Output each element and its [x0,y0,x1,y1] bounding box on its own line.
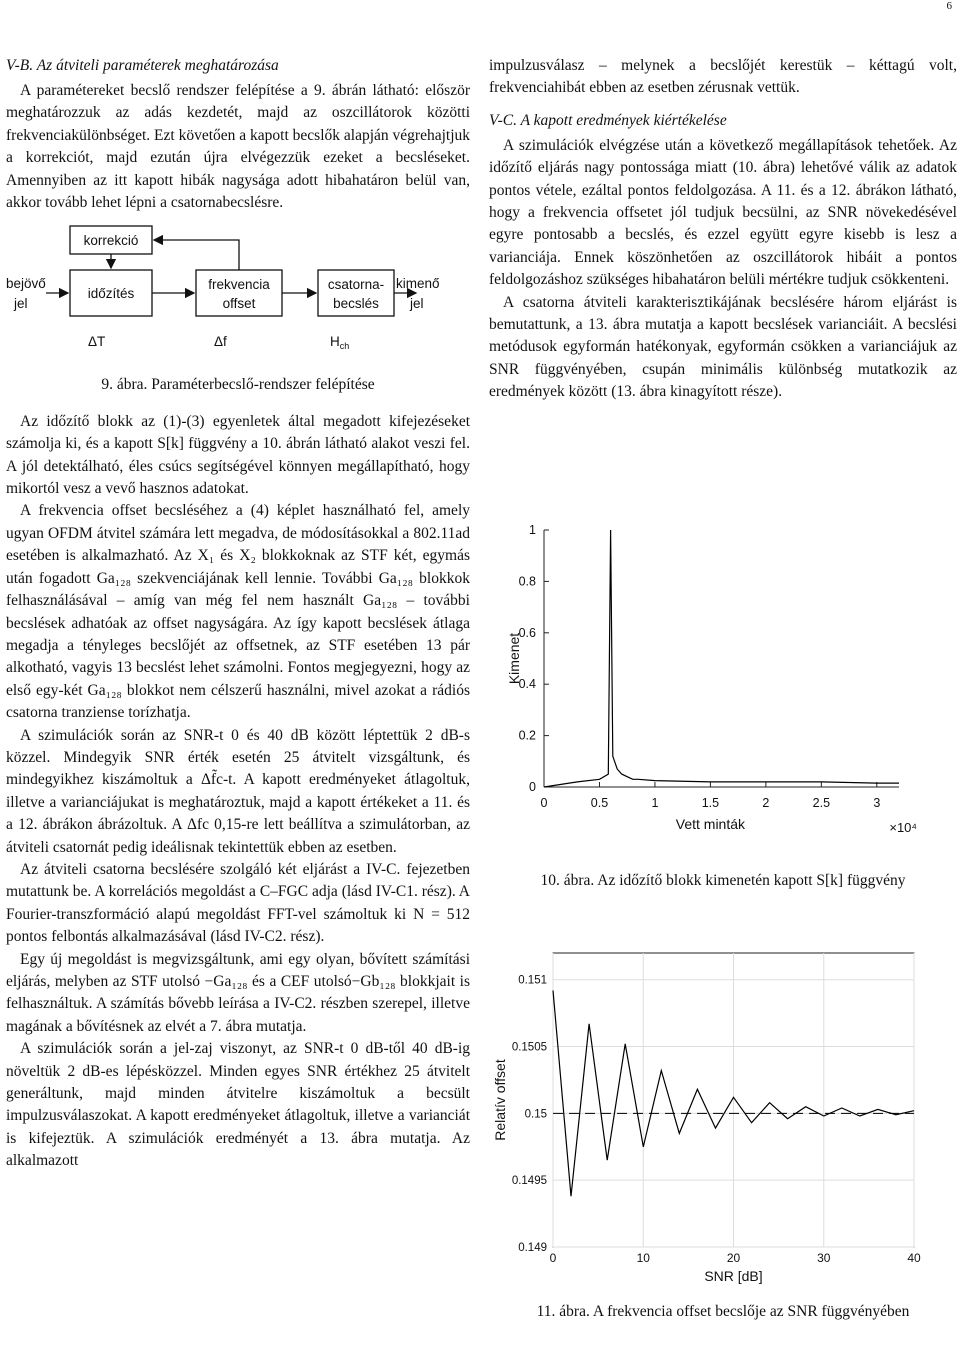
frekvencia-label-1: frekvencia [208,277,270,293]
paragraph: A frekvencia offset becsléséhez a (4) képlet használható fel, amely ugyan OFDM átvitel számára lett megadva, de módosításokkal a 802.11ad esetében is alkalmazható. Az X₁ és X₂ blokkoknak az STF két, egymás után fogadott Ga₁₂₈ szekvenciájának kell lennie. További Ga₁₂₈ blokkok felhasználásával – amíg van még fel nem használt Ga₁₂₈ – további becslések adhatóak az offset nagyságára. Az így kapott becslések átlaga megadja a tényleges becslőjét az offsetnek, az STF esetében 13 pár alkotható, vagyis 13 becslést lehet számolni. Fontos megjegyezni, hogy az első egy-két Ga₁₂₈ blokkot nem célszerű használni, mivel azokat a rádiós csatorna tranziense torízhatja. [6,502,470,722]
y-tick-label: 0.151 [518,974,547,987]
section-heading-vb: V-B. Az átviteli paraméterek meghatározása [6,57,279,74]
y-tick-label: 0.6 [518,625,536,640]
paragraph: A paramétereket becslő rendszer felépítése a 9. ábrán látható: először meghatározzuk az adás kezdetét, majd az oszcillátorok közötti frekvenciakülönbséget. Ezt követően a kapott becslők alapján végrehajtjuk a korrekciót, majd ezután újra elvégezzük ezeket a becsléseket. Amennyiben az itt kapott hibák nagysága adott hibahatáron belül van, akkor tovább lehet lépni a csatornabecslésre. [6,82,470,212]
series-line [544,530,899,787]
fig9-caption: 9. ábra. Paraméterbecslő-rendszer felépítése [101,376,375,394]
y-tick-label: 0 [529,780,536,794]
kimeno-label-2: jel [410,296,424,312]
paragraph: Egy új megoldást is megvizsgáltunk, ami egy olyan, bővített számítási eljárás, melyben az STF utolsó −Ga₁₂₈ és a CEF utolsó−Gb₁₂₈ blokkjait is felhasználtuk. A számítás bővebb leírása a IV-C2. részben szerepel, illetve magának a bővítésnek az elvét a 7. ábra mutatja. [6,950,470,1035]
x-tick-label: 0.5 [590,796,609,810]
x-axis-label: Vett minták [675,816,746,832]
fig10-chart [489,515,957,845]
bejovo-label-2: jel [14,296,28,312]
section-heading-vc: V-C. A kapott eredmények kiértékelése [489,111,727,129]
page-number: 6 [946,0,952,12]
x-tick-label: 2.5 [812,796,831,810]
y-axis-label: Kimenet [506,632,522,685]
x-tick-label: 40 [907,1251,921,1265]
block-diagram [6,222,470,370]
paragraph: A szimulációk során az SNR-t 0 és 40 dB között léptettük 2 dB-s közzel. Mindegyik SNR érték esetén 25 átvitelt vizsgáltunk, és mindegyikhez kiszámoltuk a Δf̃c-t. A kapott eredményeket átlagoltuk, illetve a varianciájukat is meghatároztuk, majd a kapott értékeket a 11. és a 12. ábrákon ábrázoltuk. A Δfc 0,15-re lett beállítva a szimulátorban, az átviteli csatornát pedig ideálisnak tekintettük ebben az esetben. [6,726,470,856]
y-tick-label: 0.4 [518,677,536,692]
fig11-caption: 11. ábra. A frekvencia offset becslője az SNR függvényében [536,1303,910,1320]
delta-f-label: Δf [214,334,227,350]
right-column [489,55,957,404]
left-column [6,55,470,1173]
x-tick-label: 0 [549,1251,557,1265]
x-tick-label: 30 [817,1251,831,1265]
paragraph: Az átviteli csatorna becslésére szolgáló két eljárást a IV-C. fejezetben mutattunk be. A korrelációs megoldást a C–FGC adja (lásd IV-C1. rész). A Fourier-transzformáció alapú megoldást FFT-vel számoltuk ki N = 512 pontos felbontás alkalmazásával (lásd IV-C2. rész). [6,860,470,946]
x-tick-label: 3 [873,796,881,810]
delta-t-label: ΔT [88,334,106,350]
csatorna-label-2: becslés [333,296,379,312]
x-multiplier: ×10⁴ [889,820,917,835]
fig11-chart [489,945,957,1290]
csatorna-label-1: csatorna- [327,277,385,293]
paragraph: impulzusválasz – melynek a becslőjét kerestük – kéttagú volt, frekvenciahibát ebben az esetben zérusnak vettük. [489,57,957,97]
paragraph: A szimulációk elvégzése után a következő megállapítások tehetőek. Az időzítő eljárás nagy pontossága miatt (10. ábra) lehetővé válik az adatok pontos vétele, ezáltal pontos feldolgozása. A 11. és a 12. ábrákon látható, hogy a frekvencia offsetet jól tudjuk becsülni, az SNR növekedésével egyre pontosabb a becslés, és ezzel együtt egyre kisebb is lesz a varianciája. Ennek köszönhetően az oszcillátorok hibáit a pontos feldolgozáshoz szükséges hibahatáron belüli mértékre tudjuk csökkenteni. [489,136,957,289]
y-tick-label: 1 [529,523,536,537]
fig10-caption: 10. ábra. Az időzítő blokk kimenetén kapott S[k] függvény [540,872,906,889]
x-tick-label: 10 [636,1251,650,1265]
x-tick-label: 20 [726,1251,741,1265]
y-tick-label: 0.1495 [511,1175,547,1188]
y-tick-label: 0.8 [518,574,536,589]
x-axis-label: SNR [dB] [704,1268,763,1284]
idozites-label: időzítés [87,286,135,302]
paragraph: Az időzítő blokk az (1)-(3) egyenletek által megadott kifejezéseket számolja ki, és a kapott S[k] függvény a 10. ábrán látható alakot veszi fel. A jól detektálható, éles csúcs segítségével könnyen megállapítható, hogy mikortól vesz a vevő hasznos adatokat. [6,412,470,498]
paragraph: A csatorna átviteli karakterisztikájának becslésére három eljárást is bemutattunk, a 13. ábra mutatja a kapott becslések varianciáit. A becslési metódusok egyformán hatékonyak, egyformán csökken a varianciájuk az SNR függvényében, csupán minimális különbség mutatkozik az eredmények között (13. ábra kinagyított része). [489,293,957,401]
y-tick-label: 0.2 [518,728,536,743]
kimeno-label-1: kimenő [396,276,440,292]
korrekcio-label: korrekció [83,233,139,249]
paragraph: A szimulációk során a jel-zaj viszonyt, az SNR-t 0 dB-től 40 dB-ig növeltük 2 dB-es lépésközzel. Minden egyes SNR értékhez 25 átvitelt generáltunk, majd minden átvitelre kiszámoltuk a becsült impulzusválaszokat. A kapott eredményeket átlagoltuk, illetve a varianciát is kifejeztük. A szimulációk eredményét a 13. ábra mutatja. Az alkalmazott [6,1040,470,1170]
h-ch-label: $H_{ch}$ [330,334,350,352]
y-tick-label: 0.149 [518,1242,547,1254]
y-tick-label: 0.15 [524,1108,547,1121]
y-tick-label: 0.1505 [511,1041,547,1054]
x-tick-label: 0 [540,796,548,810]
bejovo-label-1: bejövő [6,276,46,292]
y-axis-label: Relatív offset [492,1059,508,1141]
x-tick-label: 2 [762,796,770,810]
x-tick-label: 1 [651,796,659,810]
x-tick-label: 1.5 [701,796,720,810]
frekvencia-label-2: offset [222,296,256,312]
